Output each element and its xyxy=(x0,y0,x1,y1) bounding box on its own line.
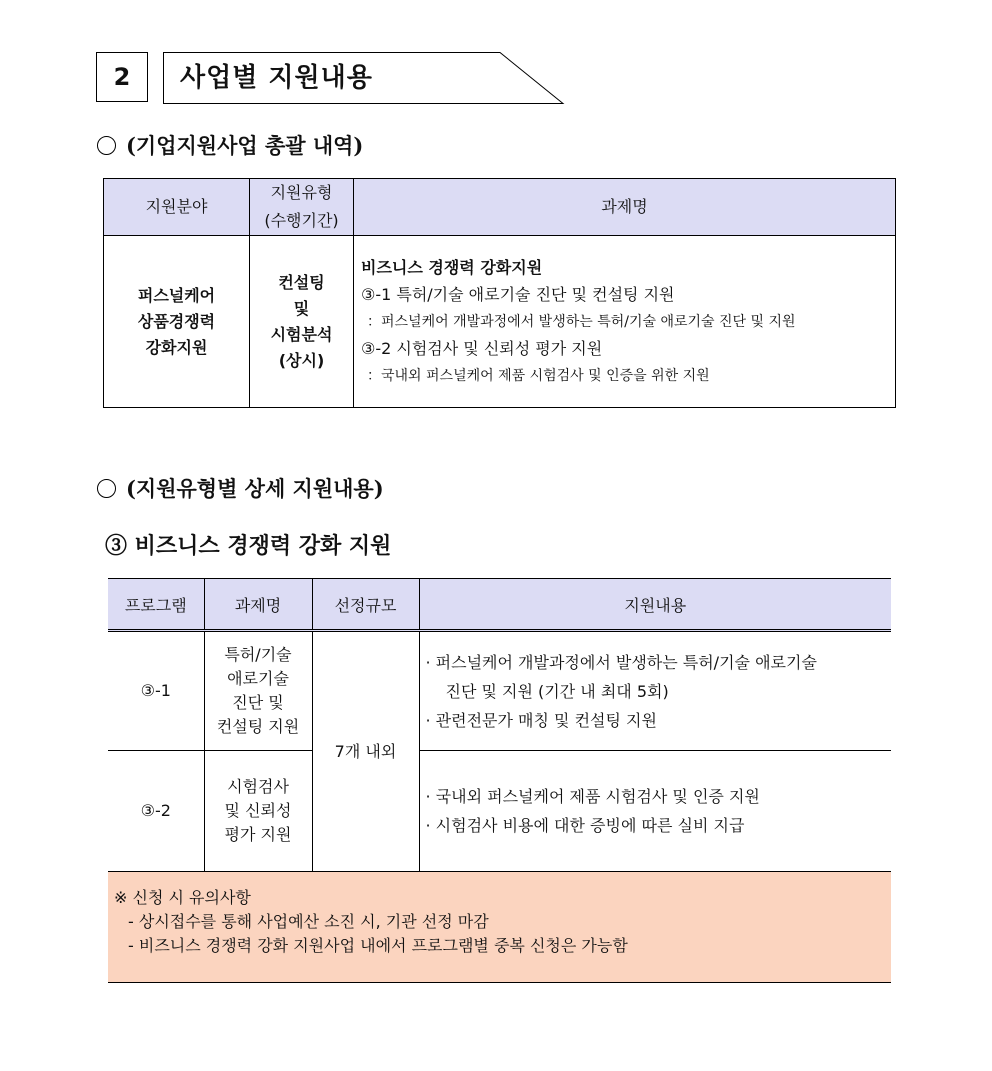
notes-title: ※ 신청 시 유의사항 xyxy=(114,888,251,907)
field-cell xyxy=(104,236,250,408)
subheading-business: ③ 비즈니스 경쟁력 강화 지원 xyxy=(105,533,392,559)
section-number: 2 xyxy=(96,52,148,102)
program-cell: ③-2 xyxy=(108,751,204,872)
task-name-line: 컨설팅 지원 xyxy=(216,717,300,736)
content-line: 진단 및 지원 (기간 내 최대 5회) xyxy=(445,681,669,701)
overview-table xyxy=(103,178,896,408)
type-cell xyxy=(250,236,354,408)
task-item: ③-1 특허/기술 애로기술 진단 및 컨설팅 지원 xyxy=(361,285,675,304)
task-desc: ：퍼스널케어 개발과정에서 발생하는 특허/기술 애로기술 진단 및 지원 xyxy=(367,314,796,330)
notes-item: - 비즈니스 경쟁력 강화 지원사업 내에서 프로그램별 중복 신청은 가능함 xyxy=(128,936,628,955)
overview-table-row xyxy=(104,236,896,408)
task-name-cell xyxy=(204,631,312,751)
field-line: 상품경쟁력 xyxy=(137,311,216,331)
content-line: · 시험검사 비용에 대한 증빙에 따른 실비 지급 xyxy=(425,816,745,835)
heading-detail xyxy=(97,473,384,503)
type-line: 및 xyxy=(293,298,310,318)
task-item: ③-2 시험검사 및 신뢰성 평가 지원 xyxy=(361,339,603,358)
task-cell xyxy=(354,236,896,408)
task-name-line: 특허/기술 xyxy=(224,645,292,664)
type-line: 컨설팅 xyxy=(278,272,325,292)
circle-bullet-icon xyxy=(97,136,116,155)
header-scale: 선정규모 xyxy=(312,579,419,631)
task-name-line: 및 신뢰성 xyxy=(224,801,292,820)
task-desc: ：국내외 퍼스널케어 제품 시험검사 및 인증을 위한 지원 xyxy=(367,368,710,384)
task-name-line: 애로기술 xyxy=(227,669,289,688)
field-line: 퍼스널케어 xyxy=(137,285,216,305)
heading-overview-text: (기업지원사업 총괄 내역) xyxy=(126,133,364,158)
content-line: · 퍼스널케어 개발과정에서 발생하는 특허/기술 애로기술 xyxy=(425,652,817,672)
header-type xyxy=(250,179,354,236)
type-line: 시험분석 xyxy=(270,324,333,344)
notes-row xyxy=(108,872,891,983)
header-type-line1: 지원유형 xyxy=(270,183,333,202)
header-program: 프로그램 xyxy=(108,579,204,631)
detail-row xyxy=(108,751,891,872)
field-line: 강화지원 xyxy=(145,337,208,357)
detail-table-header xyxy=(108,579,891,631)
heading-overview xyxy=(97,130,363,160)
content-cell xyxy=(419,751,891,872)
program-cell: ③-1 xyxy=(108,631,204,751)
scale-cell: 7개 내외 xyxy=(312,631,419,872)
circle-bullet-icon xyxy=(97,479,116,498)
header-type-line2: (수행기간) xyxy=(264,211,339,230)
notes-item: - 상시접수를 통해 사업예산 소진 시, 기관 선정 마감 xyxy=(128,912,489,931)
task-name-line: 시험검사 xyxy=(227,777,289,796)
header-field: 지원분야 xyxy=(104,179,250,236)
detail-row xyxy=(108,631,891,751)
task-name-line: 평가 지원 xyxy=(224,825,292,844)
task-name-line: 진단 및 xyxy=(232,693,284,712)
detail-table xyxy=(108,578,891,983)
content-line: · 국내외 퍼스널케어 제품 시험검사 및 인증 지원 xyxy=(425,787,760,806)
type-line: (상시) xyxy=(278,350,325,370)
section-title: 사업별 지원내용 xyxy=(180,63,373,93)
task-title: 비즈니스 경쟁력 강화지원 xyxy=(361,258,543,277)
task-name-cell xyxy=(204,751,312,872)
overview-table-header xyxy=(104,179,896,236)
header-task: 과제명 xyxy=(354,179,896,236)
header-task-name: 과제명 xyxy=(204,579,312,631)
heading-detail-text: (지원유형별 상세 지원내용) xyxy=(126,476,384,501)
header-content: 지원내용 xyxy=(419,579,891,631)
content-cell xyxy=(419,631,891,751)
content-line: · 관련전문가 매칭 및 컨설팅 지원 xyxy=(425,710,657,730)
notes-cell xyxy=(108,872,891,983)
